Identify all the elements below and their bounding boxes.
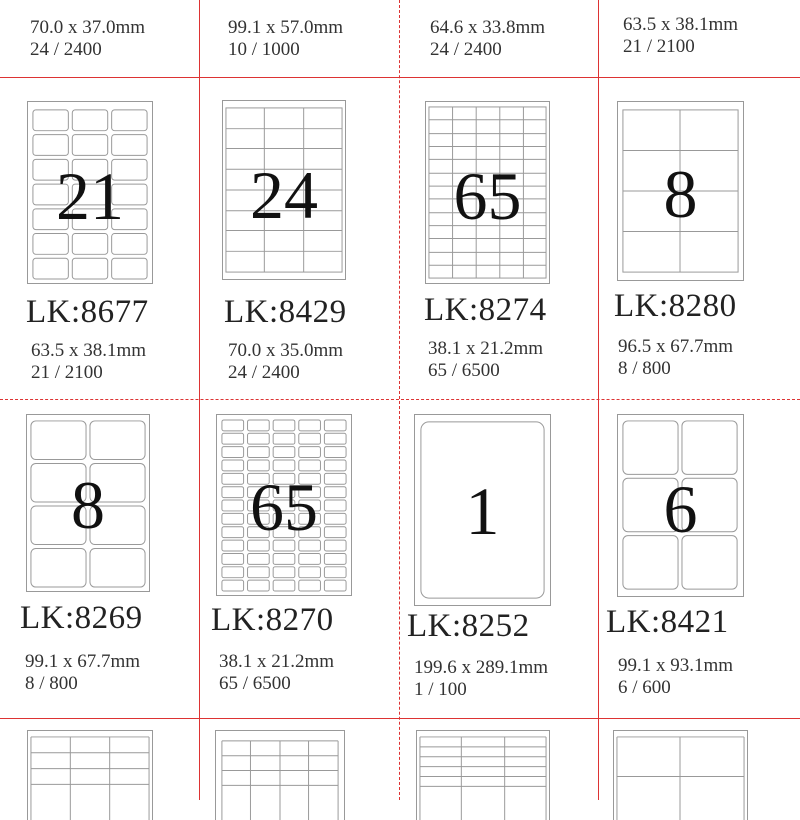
product-code: LK:8270 [211, 602, 334, 638]
label-size: 99.1 x 67.7mm [25, 651, 141, 672]
label-count: 65 / 6500 [219, 673, 291, 694]
label-count: 21 / 2100 [31, 362, 103, 383]
divider-horizontal [0, 77, 800, 78]
label-sheet-preview[interactable] [416, 730, 550, 820]
label-spec [228, 340, 343, 384]
label-grid-illustration [28, 731, 152, 820]
label-count: 24 / 2400 [430, 39, 502, 60]
divider-vertical [598, 0, 599, 800]
label-sheet-preview[interactable] [27, 730, 153, 820]
label-size: 70.0 x 37.0mm [30, 17, 146, 38]
label-grid-illustration [417, 731, 549, 820]
divider-vertical [399, 0, 400, 800]
label-count: 6 / 600 [618, 677, 671, 698]
product-code: LK:8269 [20, 600, 143, 636]
label-spec [618, 336, 733, 380]
label-count: 65 / 6500 [428, 360, 500, 381]
label-sheet-preview[interactable] [215, 730, 345, 820]
product-code: LK:8421 [606, 604, 729, 640]
label-size: 63.5 x 38.1mm [31, 340, 147, 361]
label-size: 38.1 x 21.2mm [428, 338, 544, 359]
labels-per-sheet: 8 [663, 156, 698, 232]
label-sheet-preview[interactable] [425, 101, 550, 284]
label-count: 24 / 2400 [228, 362, 300, 383]
labels-per-sheet: 65 [250, 469, 318, 545]
label-sheet-preview[interactable] [216, 414, 352, 596]
labels-per-sheet: 21 [56, 158, 124, 234]
label-size: 99.1 x 57.0mm [228, 17, 344, 38]
label-grid-illustration [614, 731, 747, 820]
labels-per-sheet: 1 [465, 473, 500, 549]
label-spec [30, 17, 145, 61]
label-size: 38.1 x 21.2mm [219, 651, 335, 672]
label-sheet-preview[interactable] [414, 414, 551, 606]
label-spec [25, 651, 140, 695]
product-code: LK:8274 [424, 292, 547, 328]
label-size: 96.5 x 67.7mm [618, 336, 734, 357]
label-count: 24 / 2400 [30, 39, 102, 60]
labels-per-sheet: 65 [453, 158, 522, 234]
label-sheet-preview[interactable] [617, 414, 744, 597]
label-spec [228, 17, 343, 61]
label-sheet-preview[interactable] [27, 101, 153, 284]
label-sheet-preview[interactable] [617, 101, 744, 281]
label-spec [623, 14, 738, 58]
label-spec [219, 651, 334, 695]
divider-vertical [199, 0, 200, 800]
label-spec [31, 340, 146, 384]
label-count: 10 / 1000 [228, 39, 300, 60]
label-sheet-preview[interactable] [222, 100, 346, 280]
divider-horizontal [0, 718, 800, 719]
label-spec [430, 17, 545, 61]
label-sheet-preview[interactable] [613, 730, 748, 820]
label-size: 64.6 x 33.8mm [430, 17, 546, 38]
label-grid-illustration [216, 731, 344, 820]
labels-per-sheet: 6 [663, 471, 698, 547]
label-count: 21 / 2100 [623, 36, 695, 57]
label-count: 8 / 800 [25, 673, 78, 694]
label-spec [618, 655, 733, 699]
product-code: LK:8280 [614, 288, 737, 324]
label-sheet-preview[interactable] [26, 414, 150, 592]
label-size: 70.0 x 35.0mm [228, 340, 344, 361]
labels-per-sheet: 24 [250, 157, 318, 233]
label-size: 99.1 x 93.1mm [618, 655, 734, 676]
product-code: LK:8429 [224, 294, 347, 330]
label-size: 199.6 x 289.1mm [414, 657, 549, 678]
divider-horizontal [0, 399, 800, 400]
label-count: 8 / 800 [618, 358, 671, 379]
product-code: LK:8252 [407, 608, 530, 644]
label-size: 63.5 x 38.1mm [623, 14, 739, 35]
label-count: 1 / 100 [414, 679, 467, 700]
product-code: LK:8677 [26, 294, 149, 330]
label-spec [414, 657, 548, 701]
labels-per-sheet: 8 [71, 467, 105, 543]
label-spec [428, 338, 543, 382]
